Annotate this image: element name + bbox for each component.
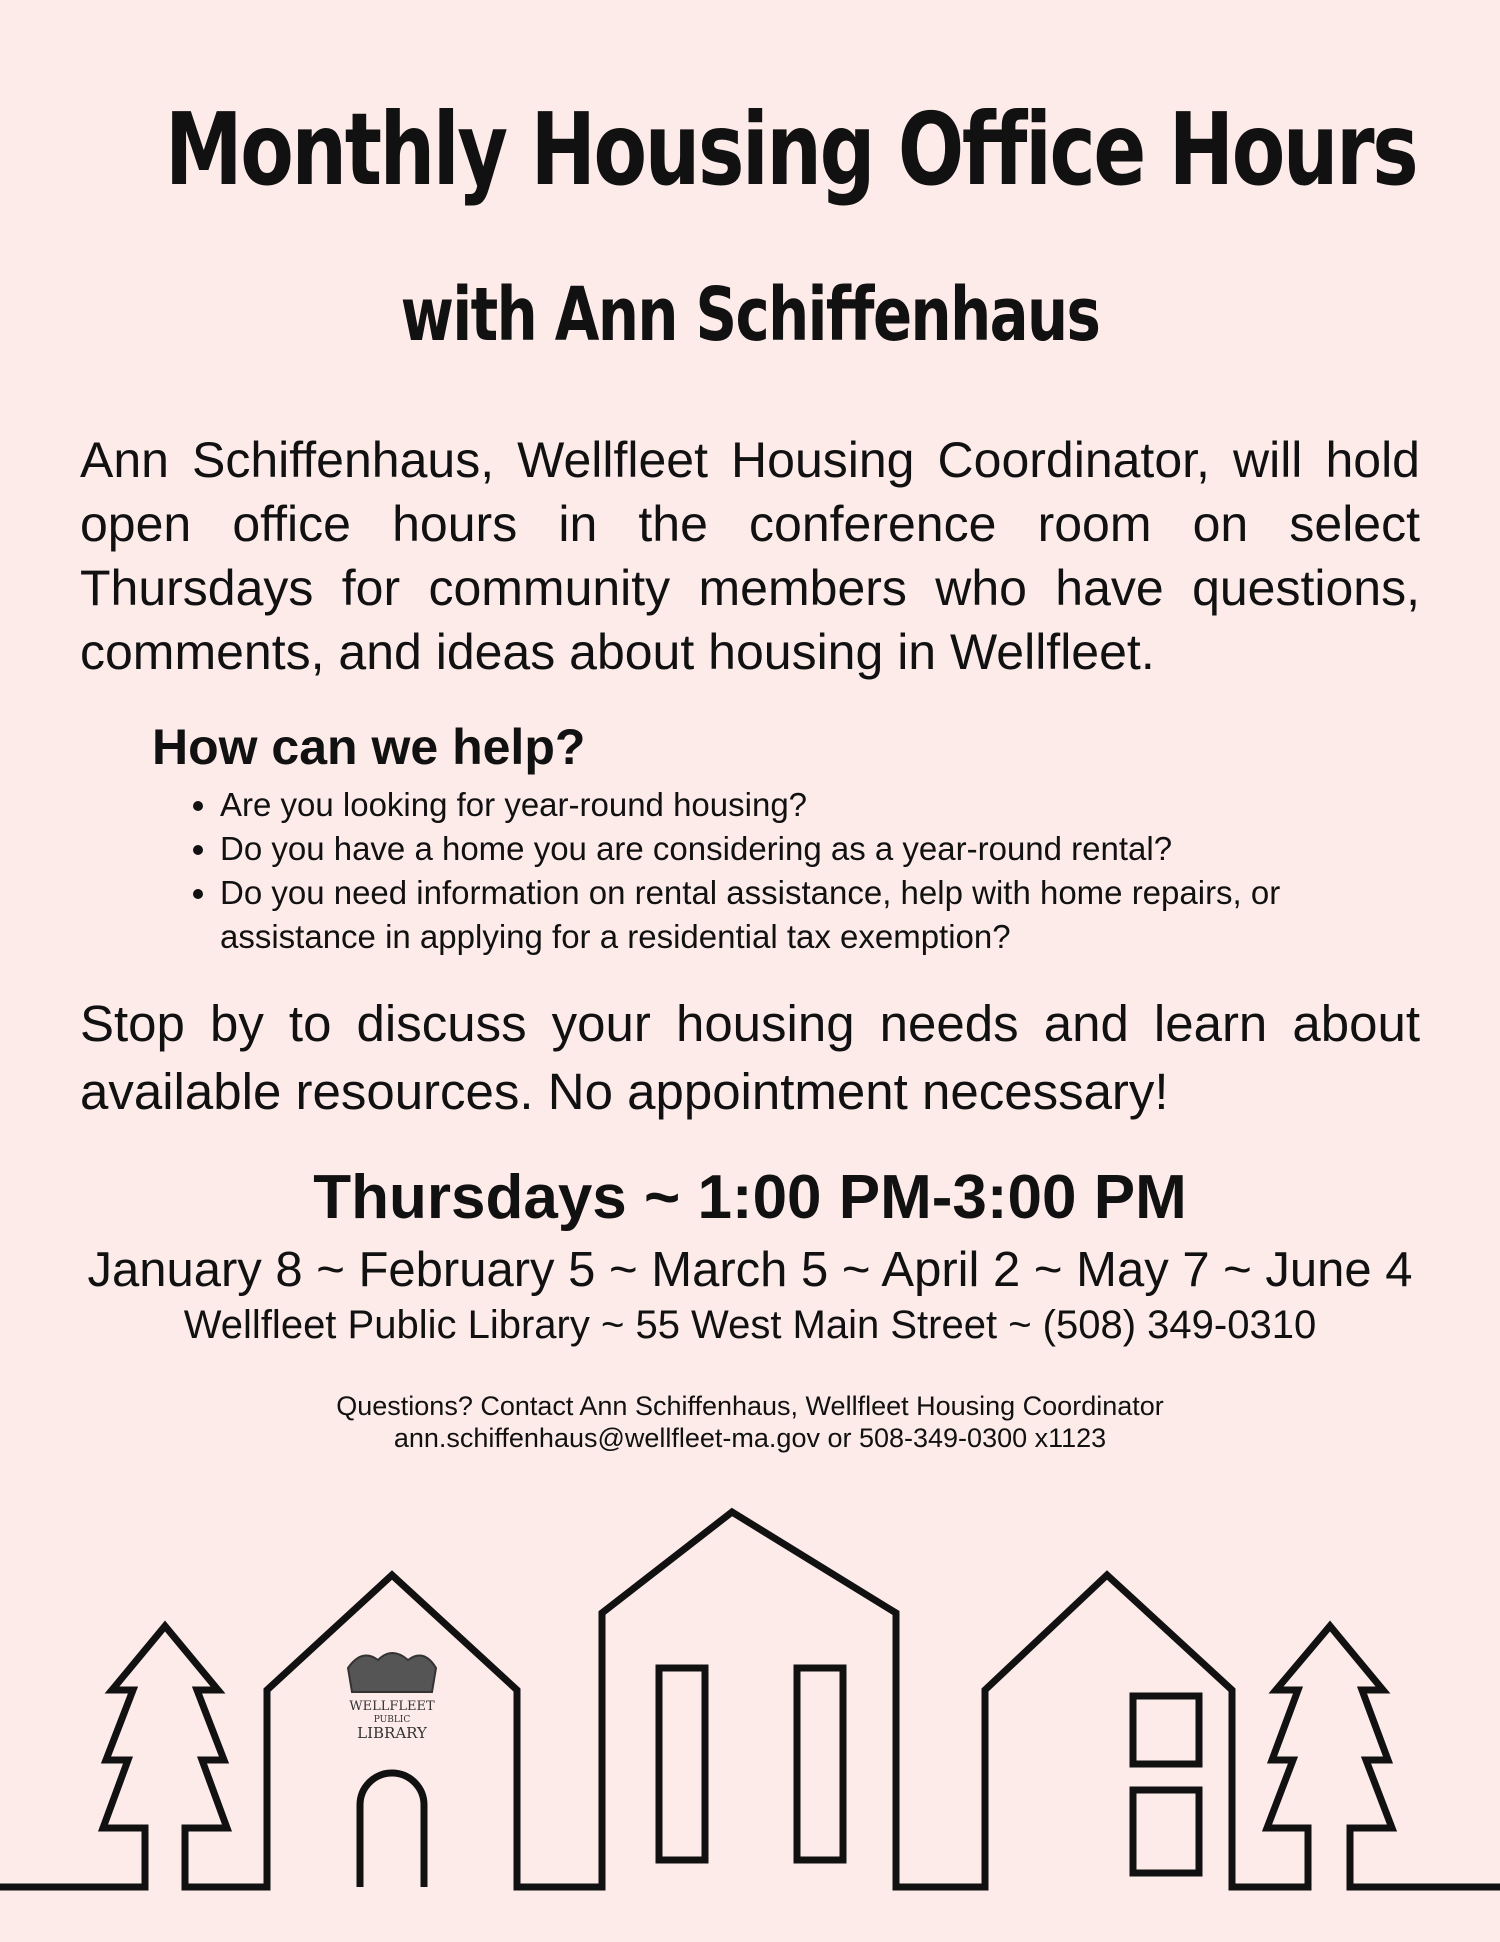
library-door [360,1773,424,1887]
schedule-dates: January 8 ~ February 5 ~ March 5 ~ April 2 ~ May 7 ~ June 4 [87,1243,1413,1297]
middle-house-window-left [659,1668,705,1860]
middle-house-window-right [797,1668,843,1860]
contact-line: Questions? Contact Ann Schiffenhaus, Wellfleet Housing Coordinator [336,1391,1164,1421]
stop-by-paragraph: Stop by to discuss your housing needs and learn about available resources. No appointment necessary! [80,995,1420,1120]
right-house-window-top [1133,1696,1199,1764]
right-house-window-bottom [1133,1790,1199,1873]
schedule-location: Wellfleet Public Library ~ 55 West Main Street ~ (508) 349-0310 [183,1303,1317,1347]
help-heading: How can we help? [152,719,586,775]
ground-line [0,1512,1500,1887]
contact-email-phone: ann.schiffenhaus@wellfleet-ma.gov or 508-349-0300 x1123 [393,1423,1107,1453]
intro-paragraph: Ann Schiffenhaus, Wellfleet Housing Coordinator, will hold open office hours in the conference room on select Thursdays for community members who have questions, comments, and ideas about housing in Wellfleet. [80,432,1420,680]
schedule-time: Thursdays ~ 1:00 PM-3:00 PM [313,1163,1187,1232]
library-logo-public: PUBLIC [373,1715,411,1725]
page-subtitle: with Ann Schiffenhaus [400,272,1100,358]
help-item: • Are you looking for year-round housing? [220,783,1400,827]
page-title: Monthly Housing Office Hours [165,91,1417,208]
library-logo [348,1653,436,1742]
help-item: • Do you need information on rental assistance, help with home repairs, or assistance in applying for a residential tax exemption? [220,871,1400,959]
library-logo-name: WELLFLEET [349,1699,435,1714]
library-logo-library: LIBRARY [357,1724,427,1742]
help-item: • Do you have a home you are considering as a year-round rental? [220,827,1400,871]
library-logo-emblem [348,1653,436,1692]
